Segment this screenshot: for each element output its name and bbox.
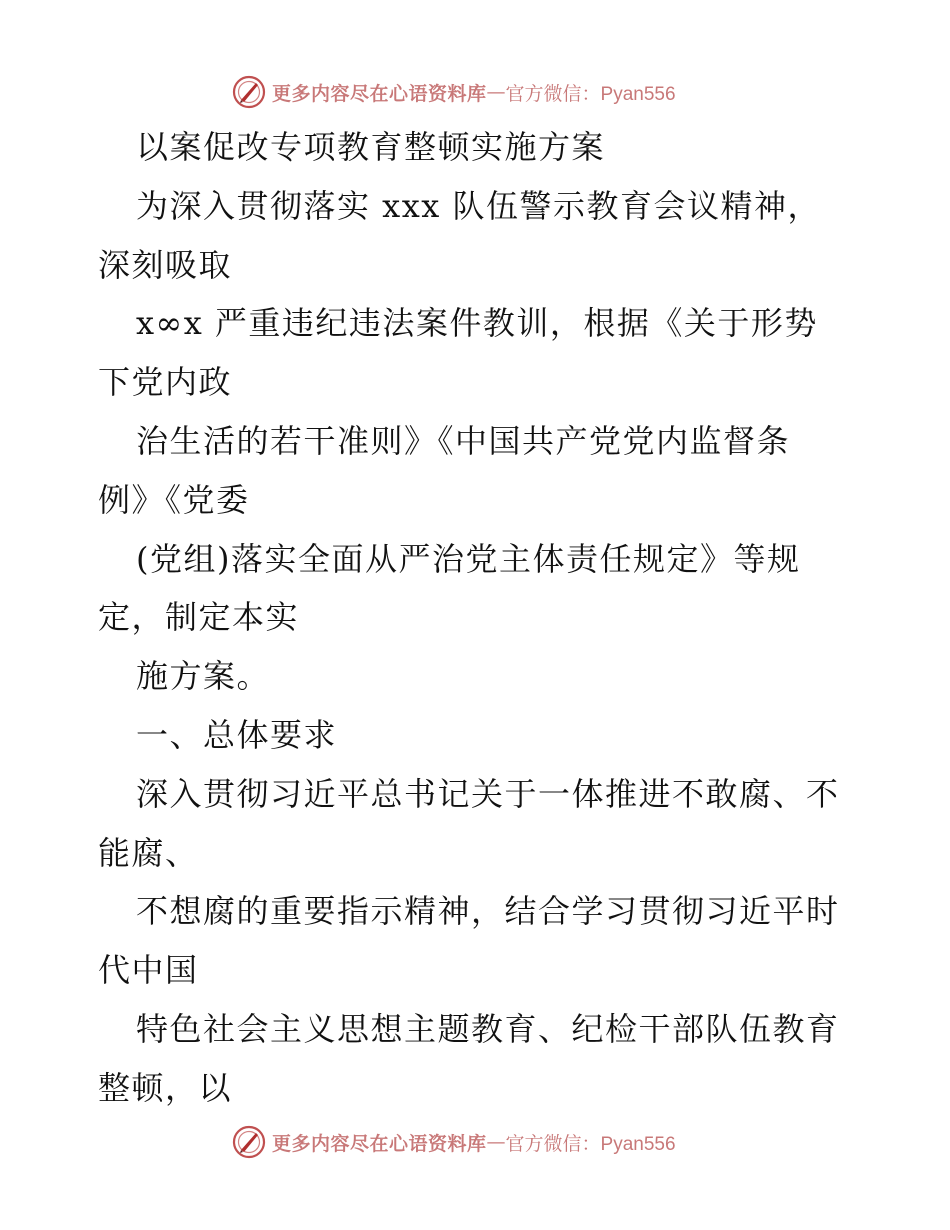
quill-logo-icon — [232, 1125, 266, 1159]
text-line: x∞x 严重违纪违法案件教训，根据《关于形势 — [136, 304, 818, 343]
text-line: 施方案。 — [136, 657, 271, 696]
footer-watermark — [232, 1122, 752, 1162]
watermark-account: 官方微信：Pyan556 — [505, 83, 676, 105]
text-line: 特色社会主义思想主题教育、纪检干部队伍教育 — [136, 1009, 840, 1048]
text-line: 能腐、 — [98, 833, 199, 872]
text-line: (党组)落实全面从严治党主体责任规定》等规 — [136, 539, 801, 578]
text-line: 例》《党委 — [98, 480, 250, 519]
header-watermark — [232, 72, 752, 112]
watermark-separator: — — [486, 1131, 506, 1153]
watermark-account: 官方微信：Pyan556 — [505, 1133, 676, 1155]
text-line: 不想腐的重要指示精神，结合学习贯彻习近平时 — [136, 892, 840, 931]
watermark-text: 更多内容尽在心语资料库 — [272, 82, 487, 105]
text-line: 定，制定本实 — [98, 598, 300, 637]
quill-logo-icon — [232, 75, 266, 109]
text-line: 为深入贯彻落实 xxx 队伍警示教育会议精神， — [136, 186, 821, 225]
text-line: 整顿，以 — [98, 1068, 233, 1107]
text-line: 下党内政 — [98, 363, 233, 402]
text-line: 深入贯彻习近平总书记关于一体推进不敢腐、不 — [136, 774, 840, 813]
text-line: 一、总体要求 — [136, 715, 338, 754]
watermark-text: 更多内容尽在心语资料库 — [272, 1132, 487, 1155]
watermark-separator: — — [486, 81, 506, 103]
text-line: 代中国 — [98, 951, 199, 990]
text-line: 深刻吸取 — [98, 245, 233, 284]
document-body — [98, 118, 858, 1118]
text-line: 以案促改专项教育整顿实施方案 — [136, 128, 606, 166]
text-line: 治生活的若干准则》《中国共产党党内监督条 — [136, 421, 791, 460]
